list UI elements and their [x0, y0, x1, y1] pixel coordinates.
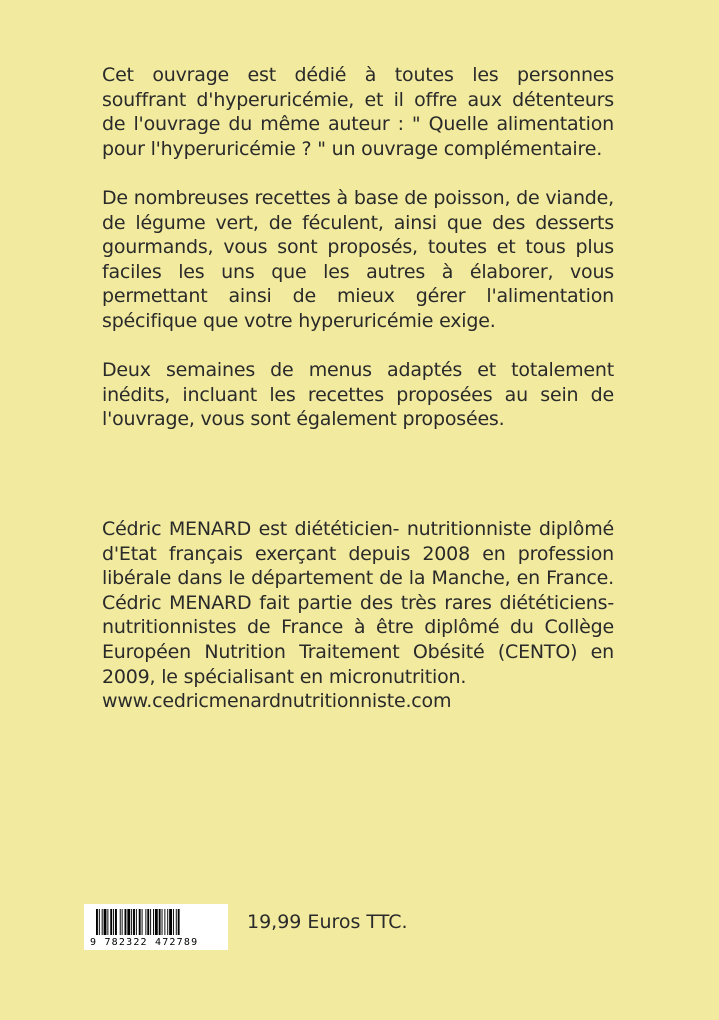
- isbn-barcode: [84, 904, 228, 950]
- menus-paragraph: Deux semaines de menus adaptés et totalement inédits, incluant les recettes proposées au sein de l'ouvrage, vous sont également proposées.: [102, 359, 614, 431]
- barcode-bars-icon: [96, 909, 216, 935]
- barcode-number: 9 782322 472789: [90, 937, 199, 948]
- author-website-link[interactable]: www.cedricmenardnutritionniste.com: [102, 690, 452, 713]
- author-bio-block: [102, 517, 614, 714]
- intro-paragraph: Cet ouvrage est dédié à toutes les personnes souffrant d'hyperuricémie, et il offre aux détenteurs de l'ouvrage du même auteur : " Quelle alimentation pour l'hyperuricémie ? " un ouvrage complémentaire.: [102, 64, 614, 160]
- recipes-paragraph: De nombreuses recettes à base de poisson, de viande, de légume vert, de féculent, ainsi que des desserts gourmands, vous sont proposés, toutes et tous plus faciles les uns que les autres à élaborer, vous permettant ainsi de mieux gérer l'alimentation spécifique que votre hyperuricémie exige.: [102, 187, 614, 332]
- price-label: 19,99 Euros TTC.: [247, 911, 408, 933]
- author-bio: Cédric MENARD est diététicien- nutritionniste diplômé d'Etat français exerçant depuis 2008 en profession libérale dans le département de la Manche, en France. Cédric MENARD fait partie des très rares diététiciens-nutritionnistes de France à être diplômé du Collège Européen Nutrition Traitement Obésité (CENTO) en 2009, le spécialisant en micronutrition.: [102, 518, 614, 688]
